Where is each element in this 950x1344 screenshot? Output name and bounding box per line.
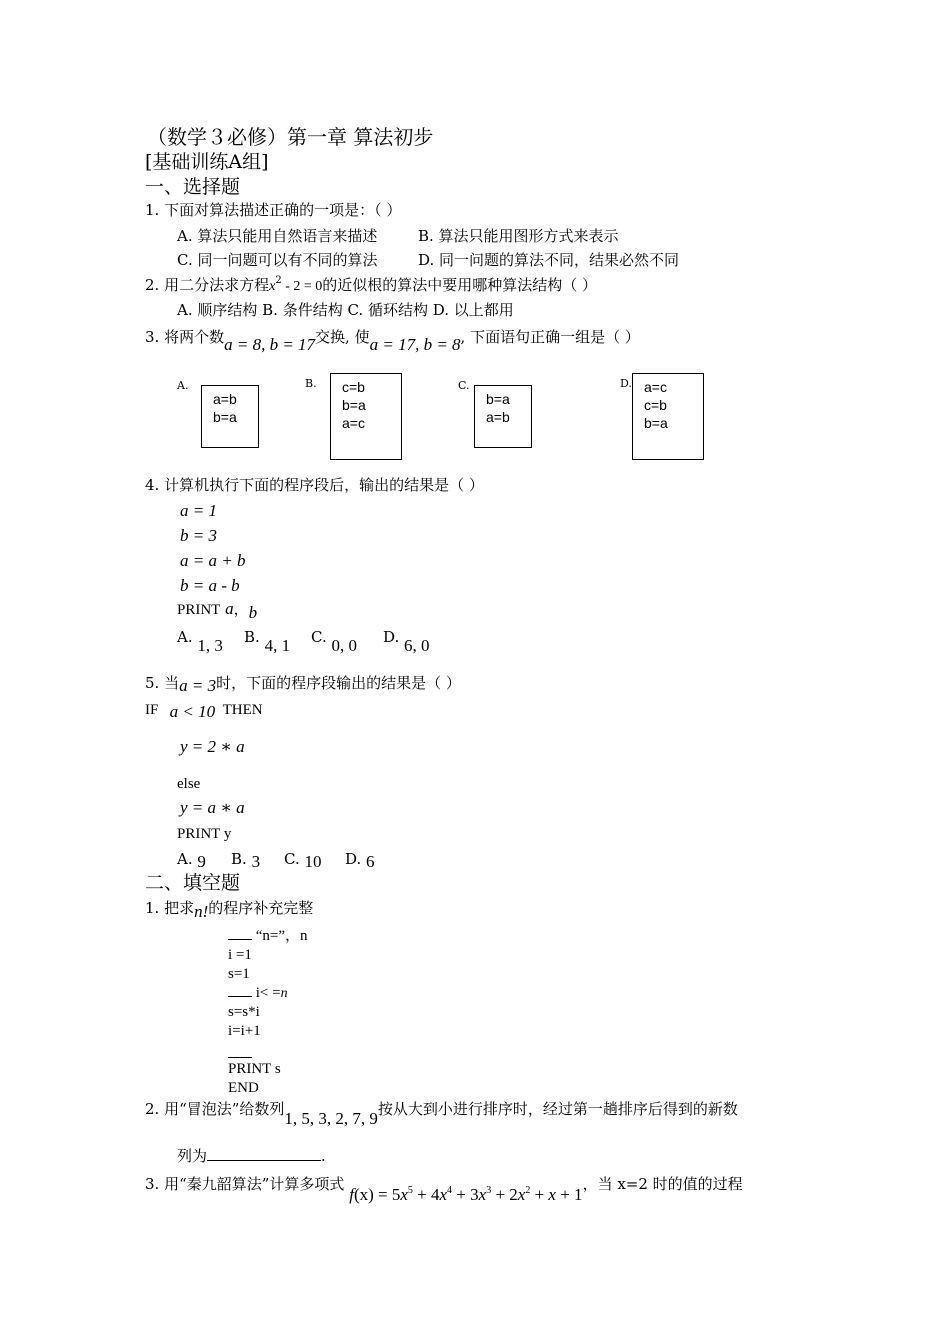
q2-eq-rest: - 2 = 0: [281, 279, 323, 294]
f3-poly-exp: 3: [486, 1185, 492, 1196]
q3-box-a-line: a=b: [213, 391, 237, 407]
section-choice-heading: 一、选择题: [145, 176, 241, 198]
q3-box-d-line: a=c: [644, 379, 667, 395]
q2-stem: [145, 275, 598, 294]
q5-stem: [145, 674, 461, 695]
q3-box-b-line: a=c: [342, 415, 365, 431]
q4-print-a: a: [225, 599, 234, 618]
q3-pre: 3. 将两个数: [145, 328, 225, 346]
q5-option-label: A.: [177, 850, 193, 868]
q2-post: 的近似根的算法中要用哪种算法结构（ ）: [322, 276, 598, 294]
q5-code-line: y = 2 ∗ a: [180, 737, 245, 756]
f1-pre: 1. 把求: [145, 899, 195, 917]
f2-line2: [177, 1149, 326, 1164]
q5-option-a: [177, 850, 206, 871]
q3-box-d: [632, 373, 704, 460]
q4-option-label: B.: [244, 628, 260, 646]
f1-blank-3[interactable]: [228, 1043, 252, 1058]
q3-math-2: a = 17, b = 8: [369, 335, 461, 354]
q2-eq-x: x: [269, 279, 276, 294]
q3-stem: [145, 328, 640, 354]
q5-option-value: 9: [197, 852, 206, 871]
q3-box-c: [474, 385, 532, 448]
q3-mid: 交换, 使: [315, 328, 370, 346]
group-label: [基础训练A组]: [145, 151, 269, 173]
f3-poly-exp: 2: [525, 1185, 531, 1196]
q4-option-d: [383, 628, 430, 655]
q4-print-sep: ，: [233, 600, 249, 618]
f1-blank-1[interactable]: [228, 939, 252, 940]
q5-option-label: B.: [231, 850, 247, 868]
f1-code-line: END: [228, 1080, 259, 1096]
f2-stem: [145, 1100, 738, 1128]
f3-poly-part: (x) = 5: [353, 1185, 401, 1204]
f2-pre: 2. 用“冒泡法”给数列: [145, 1100, 285, 1118]
q4-code-line: a = a + b: [180, 551, 246, 570]
q3-box-d-line: c=b: [644, 397, 667, 413]
q4-option-b: [244, 628, 291, 655]
f3-poly-x: x: [548, 1185, 556, 1204]
f1-stem: [145, 899, 314, 921]
q5-option-value: 6: [366, 852, 375, 871]
f2-seq: 1, 5, 3, 2, 7, 9: [284, 1109, 378, 1128]
q4-option-a: [177, 628, 223, 655]
q5-option-value: 10: [304, 852, 322, 871]
f3-stem: [145, 1175, 743, 1204]
q4-option-label: A.: [177, 628, 193, 646]
q1-stem: 1. 下面对算法描述正确的一项是：（ ）: [145, 201, 402, 219]
f1-code-line: i=i+1: [228, 1023, 261, 1039]
q2-eq-exp: 2: [275, 275, 282, 286]
q4-print-kw: PRINT: [177, 602, 221, 618]
f2-blank[interactable]: [207, 1160, 321, 1161]
q5-if-cond: a < 10: [169, 702, 216, 721]
q4-option-label: C.: [311, 628, 327, 646]
doc-title: （数学３必修）第一章 算法初步: [147, 125, 434, 149]
q4-code-line: b = a - b: [180, 576, 240, 595]
q5-code-line: y = a ∗ a: [180, 798, 245, 817]
f3-poly: [349, 1185, 582, 1204]
f1-post: 的程序补充完整: [208, 899, 314, 917]
q5-cond: a = 3: [179, 676, 217, 695]
f3-poly-x: x: [478, 1185, 487, 1204]
q1-option-b: B. 算法只能用图形方式来表示: [418, 227, 619, 245]
q2-options: A. 顺序结构 B. 条件结构 C. 循环结构 D. 以上都用: [177, 301, 514, 319]
q4-code-line: a = 1: [180, 501, 217, 520]
q4-code-line: b = 3: [180, 526, 217, 545]
f3-pre: 3. 用“秦九韶算法”计算多项式: [145, 1175, 345, 1193]
q5-option-value: 3: [251, 852, 261, 871]
q3-label-a: A.: [177, 379, 189, 392]
f2-line2-text: 列为: [177, 1147, 208, 1165]
q4-stem: 4. 计算机执行下面的程序段后，输出的结果是（ ）: [145, 476, 484, 494]
f1-code-line: PRINT s: [228, 1061, 281, 1077]
q5-option-c: [284, 850, 322, 871]
f1-code-line: [228, 1043, 252, 1061]
q3-label-b: B.: [305, 377, 317, 390]
q3-box-b-line: b=a: [342, 397, 366, 413]
f3-poly-x: x: [400, 1185, 408, 1204]
q4-option-label: D.: [383, 628, 400, 646]
q3-box-a-line: b=a: [213, 409, 237, 425]
f3-poly-part: + 2: [491, 1185, 518, 1204]
q4-option-c: [311, 628, 357, 655]
f1-code-line: i =1: [228, 947, 252, 963]
q5-option-label: C.: [284, 850, 300, 868]
q3-box-c-line: b=a: [486, 391, 510, 407]
f3-poly-exp: 4: [447, 1185, 453, 1196]
q3-math-1: a = 8, b = 17: [224, 335, 316, 354]
q3-box-c-line: a=b: [486, 409, 510, 425]
q3-post: , 下面语句正确一组是（ ）: [460, 328, 640, 346]
f3-poly-part: + 4: [412, 1185, 440, 1204]
q5-post: 时，下面的程序段输出的结果是（ ）: [216, 674, 461, 692]
q4-option-value: 4, 1: [264, 636, 291, 655]
q4-option-value: 0, 0: [331, 636, 357, 655]
q4-option-value: 1, 3: [197, 636, 223, 655]
q5-pre: 5. 当: [145, 674, 180, 692]
q3-box-d-line: b=a: [644, 415, 668, 431]
q1-option-d: D. 同一问题的算法不同，结果必然不同: [418, 251, 680, 269]
q4-print: [177, 599, 258, 622]
f1-code-line: s=1: [228, 966, 250, 982]
f3-poly-f: f: [349, 1185, 354, 1204]
section-fill-heading: 二、填空题: [145, 872, 241, 894]
f2-tail: .: [321, 1147, 326, 1165]
q5-option-label: D.: [345, 850, 362, 868]
q3-label-c: C.: [458, 379, 470, 392]
f1-code-line: s=s*i: [228, 1004, 260, 1020]
f3-post: ，当 x=2 时的值的过程: [582, 1175, 743, 1193]
f3-poly-x: x: [439, 1185, 448, 1204]
q4-option-value: 6, 0: [404, 636, 430, 655]
q3-box-b-line: c=b: [342, 379, 365, 395]
f3-poly-part: + 1: [555, 1185, 583, 1204]
f1-math: n!: [194, 902, 209, 921]
f3-poly-part: + 3: [452, 1185, 479, 1204]
f3-poly-exp: 5: [407, 1185, 413, 1196]
q3-box-a: [201, 385, 259, 448]
q5-if-kw: IF: [145, 702, 159, 718]
q4-print-b: b: [248, 603, 258, 622]
q5-else: else: [177, 776, 201, 792]
q5-print: PRINT y: [177, 826, 232, 842]
q5-option-b: [231, 850, 261, 871]
f1-blank-2[interactable]: [228, 996, 252, 997]
f1-code-line: [228, 986, 288, 1001]
q3-label-d: D.: [620, 377, 632, 390]
f1-code-n: n: [280, 986, 288, 1001]
q1-option-c: C. 同一问题可以有不同的算法: [177, 251, 378, 269]
q5-option-d: [345, 850, 375, 871]
f1-code-text: “n=”，n: [255, 928, 308, 944]
q5-if-line: [145, 700, 263, 721]
q5-then-kw: THEN: [222, 702, 263, 718]
f3-poly-part: +: [530, 1185, 549, 1204]
q1-option-a: A. 算法只能用自然语言来描述: [177, 227, 378, 245]
q3-box-b: [330, 373, 402, 460]
f2-post: 按从大到小进行排序时，经过第一趟排序后得到的新数: [377, 1100, 738, 1118]
f1-code-text: i< =: [255, 985, 281, 1001]
f3-poly-x: x: [517, 1185, 526, 1204]
f1-code-line: [228, 929, 308, 944]
q2-pre: 2. 用二分法求方程: [145, 276, 270, 294]
